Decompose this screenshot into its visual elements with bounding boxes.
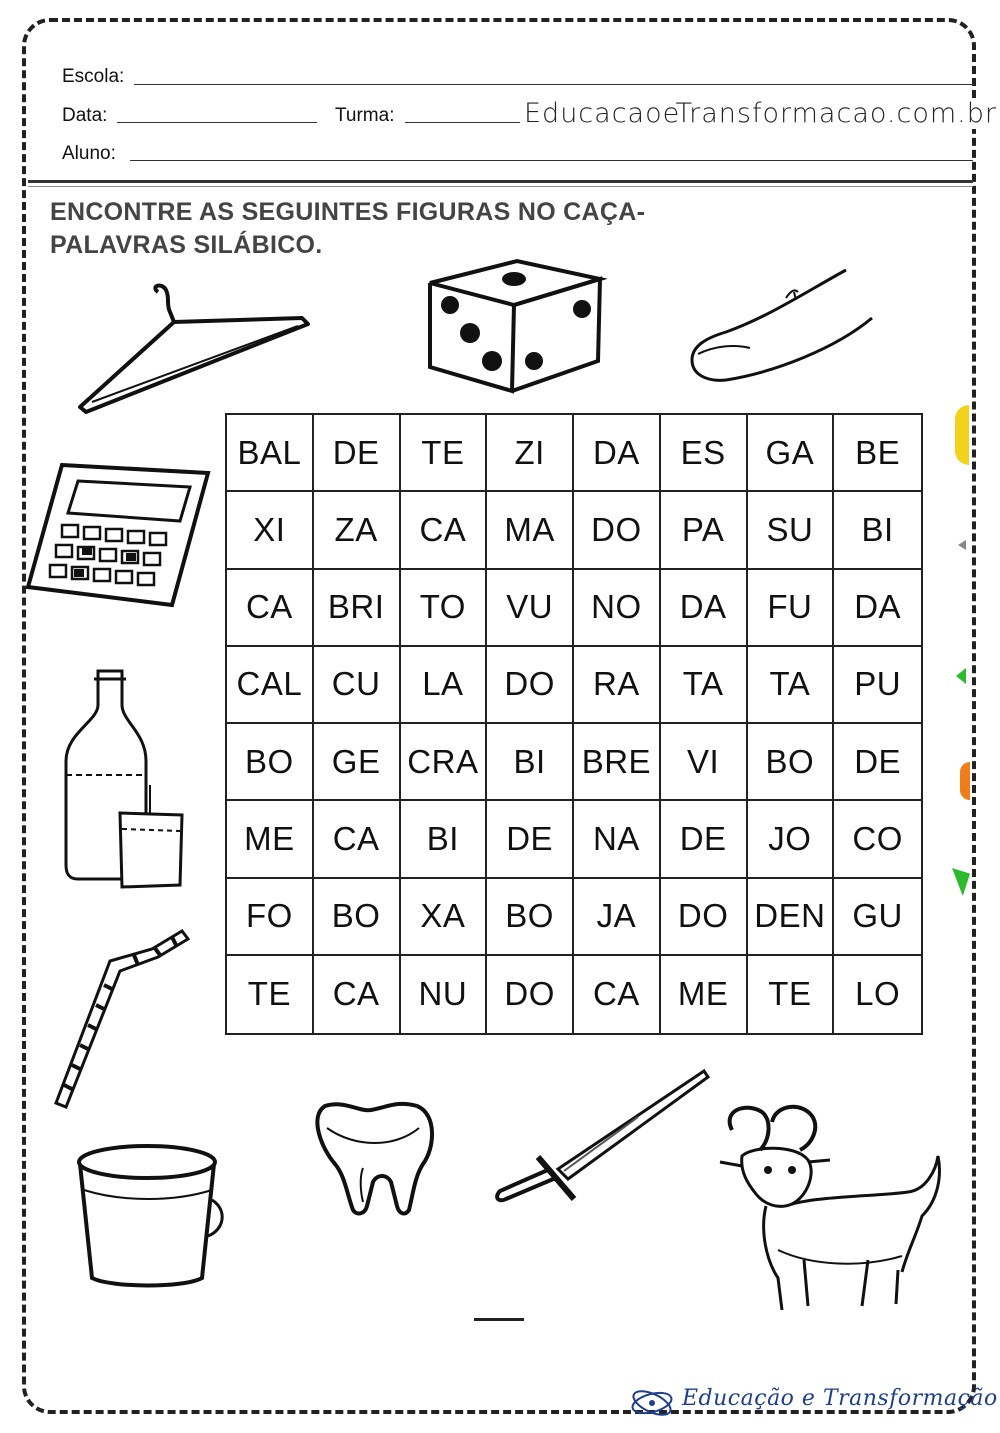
header-divider-thin — [28, 186, 973, 187]
school-field[interactable] — [134, 84, 974, 85]
brand-logo-icon — [628, 1386, 676, 1425]
grid-cell[interactable]: BI — [487, 724, 574, 801]
grid-cell[interactable]: CA — [227, 570, 314, 647]
grid-cell[interactable]: DO — [487, 647, 574, 724]
grid-cell[interactable]: GE — [314, 724, 401, 801]
grid-cell[interactable]: ME — [227, 801, 314, 878]
grid-cell[interactable]: DE — [834, 724, 921, 801]
date-label: Data: — [62, 105, 108, 126]
student-label: Aluno: — [62, 143, 116, 164]
grid-cell[interactable]: DE — [661, 801, 748, 878]
grid-cell[interactable]: MA — [487, 492, 574, 569]
grid-cell[interactable]: ES — [661, 415, 748, 492]
bottle-icon — [60, 665, 190, 895]
grid-cell[interactable]: DA — [834, 570, 921, 647]
grid-cell[interactable]: BRE — [574, 724, 661, 801]
grid-cell[interactable]: BE — [834, 415, 921, 492]
grid-cell[interactable]: SU — [748, 492, 835, 569]
tooth-icon — [305, 1098, 440, 1218]
word-search-grid — [225, 413, 923, 1035]
grid-cell[interactable]: BO — [487, 879, 574, 956]
grid-cell[interactable]: JA — [574, 879, 661, 956]
grid-cell[interactable]: DO — [574, 492, 661, 569]
calculator-icon — [22, 455, 212, 610]
grid-cell[interactable]: CU — [314, 647, 401, 724]
grid-cell[interactable]: TA — [661, 647, 748, 724]
bucket-icon — [72, 1140, 227, 1290]
grid-cell[interactable]: CRA — [401, 724, 488, 801]
grid-cell[interactable]: DO — [487, 956, 574, 1033]
grid-cell[interactable]: GU — [834, 879, 921, 956]
finger-icon — [686, 262, 881, 387]
edge-orange-shape — [960, 762, 970, 800]
grid-cell[interactable]: DA — [574, 415, 661, 492]
grid-cell[interactable]: PA — [661, 492, 748, 569]
grid-cell[interactable]: TE — [401, 415, 488, 492]
grid-cell[interactable]: BO — [227, 724, 314, 801]
grid-cell[interactable]: FO — [227, 879, 314, 956]
grid-cell[interactable]: CA — [314, 801, 401, 878]
hanger-icon — [70, 282, 315, 417]
grid-cell[interactable]: TA — [748, 647, 835, 724]
grid-cell[interactable]: BRI — [314, 570, 401, 647]
grid-cell[interactable]: FU — [748, 570, 835, 647]
grid-cell[interactable]: BO — [314, 879, 401, 956]
grid-cell[interactable]: XI — [227, 492, 314, 569]
grid-cell[interactable]: CA — [401, 492, 488, 569]
footer-brand-text: Educação e Transformação — [682, 1386, 998, 1411]
grid-cell[interactable]: LO — [855, 975, 901, 1013]
grid-cell[interactable]: TE — [227, 956, 314, 1033]
grid-cell[interactable]: ME — [661, 956, 748, 1033]
grid-cell[interactable]: CA — [574, 956, 661, 1033]
sword-icon — [488, 1065, 713, 1215]
grid-cell[interactable]: RA — [574, 647, 661, 724]
grid-cell[interactable]: CO — [834, 801, 921, 878]
grid-cell[interactable]: ZI — [487, 415, 574, 492]
grid-cell[interactable]: BO — [748, 724, 835, 801]
grid-cell[interactable]: BI — [401, 801, 488, 878]
decorative-dash — [474, 1318, 524, 1321]
grid-cell[interactable]: BI — [834, 492, 921, 569]
grid-cell[interactable]: CAL — [227, 647, 314, 724]
grid-cell[interactable]: DO — [661, 879, 748, 956]
dice-icon — [422, 255, 607, 395]
grid-cell[interactable]: NO — [574, 570, 661, 647]
grid-cell[interactable]: DE — [487, 801, 574, 878]
grid-cell[interactable]: VU — [487, 570, 574, 647]
grid-cell[interactable]: CA — [314, 956, 401, 1033]
grid-cell[interactable]: TE — [748, 956, 835, 1033]
grid-cell[interactable]: ZA — [314, 492, 401, 569]
grid-cell[interactable]: NU — [401, 956, 488, 1033]
grid-cell[interactable]: PU — [834, 647, 921, 724]
header-divider — [28, 180, 973, 183]
grid-cell[interactable]: DEN — [748, 879, 835, 956]
straw-icon — [50, 925, 190, 1110]
class-label: Turma: — [335, 105, 395, 126]
instruction-text: ENCONTRE AS SEGUINTES FIGURAS NO CAÇA-PALAVRAS SILÁBICO. — [50, 198, 646, 259]
grid-cell[interactable]: LA — [401, 647, 488, 724]
grid-cell[interactable]: BAL — [227, 415, 314, 492]
school-label: Escola: — [62, 66, 125, 87]
goat-icon — [712, 1100, 947, 1315]
grid-cell[interactable]: TO — [401, 570, 488, 647]
student-field[interactable] — [130, 160, 973, 161]
grid-cell[interactable]: VI — [661, 724, 748, 801]
grid-cell[interactable]: XA — [401, 879, 488, 956]
grid-cell[interactable]: NA — [574, 801, 661, 878]
grid-cell[interactable]: DA — [661, 570, 748, 647]
grid-cell[interactable]: GA — [748, 415, 835, 492]
website-text: EducacaoeTransformacao.com.br — [520, 98, 1000, 129]
grid-cell[interactable]: DE — [314, 415, 401, 492]
date-field[interactable] — [117, 122, 317, 123]
edge-yellow-shape — [955, 405, 969, 465]
grid-cell[interactable]: JO — [748, 801, 835, 878]
